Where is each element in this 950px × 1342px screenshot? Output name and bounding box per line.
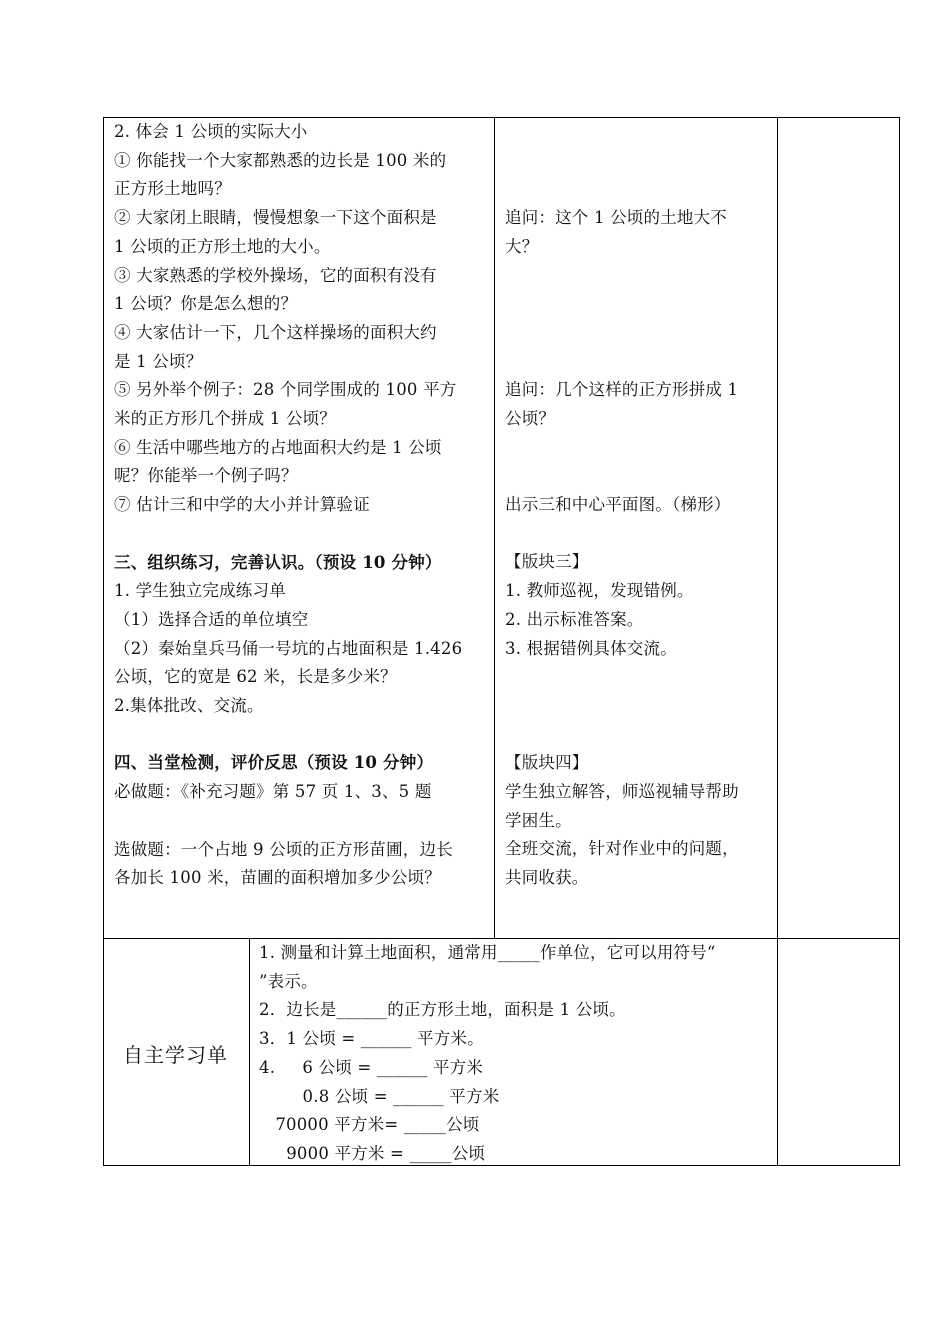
worksheet-line: 0.8 公顷 = ______ 平方米 [259,1086,500,1106]
text-line: 各加长 100 米，苗圃的面积增加多少公顷？ [114,868,441,888]
worksheet-line: 3．1 公顷 = ______ 平方米。 [259,1029,484,1049]
blank-line [114,807,490,836]
blank-line [505,520,773,549]
text-line: ⑥ 生活中哪些地方的占地面积大约是 1 公顷 [114,437,442,457]
blank-line [505,261,773,290]
text-line: （1）选择合适的单位填空 [114,609,309,629]
text-line: 呢？你能举一个例子吗？ [114,466,298,486]
text-line: 米的正方形几个拼成 1 公顷？ [114,409,336,429]
text-line: 1 公顷？你是怎么想的？ [114,294,298,314]
teacher-guidance-cell [505,118,773,893]
text-line: ② 大家闭上眼睛，慢慢想象一下这个面积是 [114,208,437,228]
text-line: ⑦ 估计三和中学的大小并计算验证 [114,495,370,515]
blank-line [505,290,773,319]
text-line: ③ 大家熟悉的学校外操场，它的面积有没有 [114,265,437,285]
blank-line [505,348,773,377]
text-line: 2. 体会 1 公顷的实际大小 [114,122,308,141]
section-heading: 三、组织练习，完善认识。（预设 10 分钟） [114,552,442,572]
worksheet-title: 自主学习单 [123,1043,228,1067]
blank-line [505,692,773,721]
text-line: 全班交流，针对作业中的问题， [505,839,739,859]
text-line: 1. 教师巡视，发现错例。 [505,581,694,601]
text-line: 学困生。 [505,810,572,830]
column-divider-upper [494,117,495,939]
column-divider-lower [249,938,250,1166]
blank-line [505,663,773,692]
text-line: 追问：这个 1 公顷的土地大不 [505,208,727,228]
text-line: 公顷？ [505,408,556,428]
blank-line [505,175,773,204]
worksheet-line: 70000 平方米= _____公顷 [259,1115,480,1135]
text-line: 公顷，它的宽是 62 米，长是多少米？ [114,667,397,687]
worksheet-line: 4. 6 公顷 = ______ 平方米 [259,1057,484,1077]
text-line: ① 你能找一个大家都熟悉的边长是 100 米的 [114,150,447,170]
section-label: 【版块三】 [505,552,589,572]
blank-line [505,434,773,463]
text-line: 大？ [505,236,539,256]
blank-line [114,721,490,750]
text-line: 必做题：《补充习题》第 57 页 1、3、5 题 [114,782,432,802]
text-line: 2. 出示标准答案。 [505,609,644,629]
text-line: 出示三和中心平面图。（梯形） [505,495,731,514]
text-line: （2）秦始皇兵马俑一号坑的占地面积是 1.426 [114,638,463,658]
text-line: 共同收获。 [505,868,589,888]
text-line: 2.集体批改、交流。 [114,696,264,716]
blank-line [505,462,773,491]
text-line: 正方形土地吗？ [114,179,231,199]
blank-line [505,721,773,750]
section-label: 【版块四】 [505,753,589,773]
worksheet-line: 9000 平方米 = _____公顷 [259,1143,486,1163]
column-divider-right [777,117,778,1166]
text-line: 是 1 公顷？ [114,351,203,371]
worksheet-line: ”表示。 [259,971,318,991]
text-line: 学生独立解答，师巡视辅导帮助 [505,781,739,801]
text-line: 1. 学生独立完成练习单 [114,581,286,601]
worksheet-cell [259,939,773,1169]
text-line: ⑤ 另外举个例子：28 个同学围成的 100 平方 [114,380,457,400]
blank-line [505,118,773,147]
table-right-border [899,117,900,1166]
blank-line [114,520,490,549]
text-line: 选做题：一个占地 9 公顷的正方形苗圃，边长 [114,839,453,859]
text-line: 3. 根据错例具体交流。 [505,638,677,658]
text-line: 追问：几个这样的正方形拼成 1 [505,380,739,400]
teaching-process-cell [114,118,490,893]
blank-line [505,319,773,348]
table-left-border [103,117,104,1166]
blank-line [505,147,773,176]
worksheet-line: 1. 测量和计算土地面积，通常用_____作单位，它可以用符号“ [259,943,716,962]
text-line: 1 公顷的正方形土地的大小。 [114,236,331,256]
text-line: ④ 大家估计一下，几个这样操场的面积大约 [114,322,437,342]
section-heading: 四、当堂检测，评价反思（预设 10 分钟） [114,753,434,773]
worksheet-line: 2．边长是______的正方形土地，面积是 1 公顷。 [259,1000,626,1020]
